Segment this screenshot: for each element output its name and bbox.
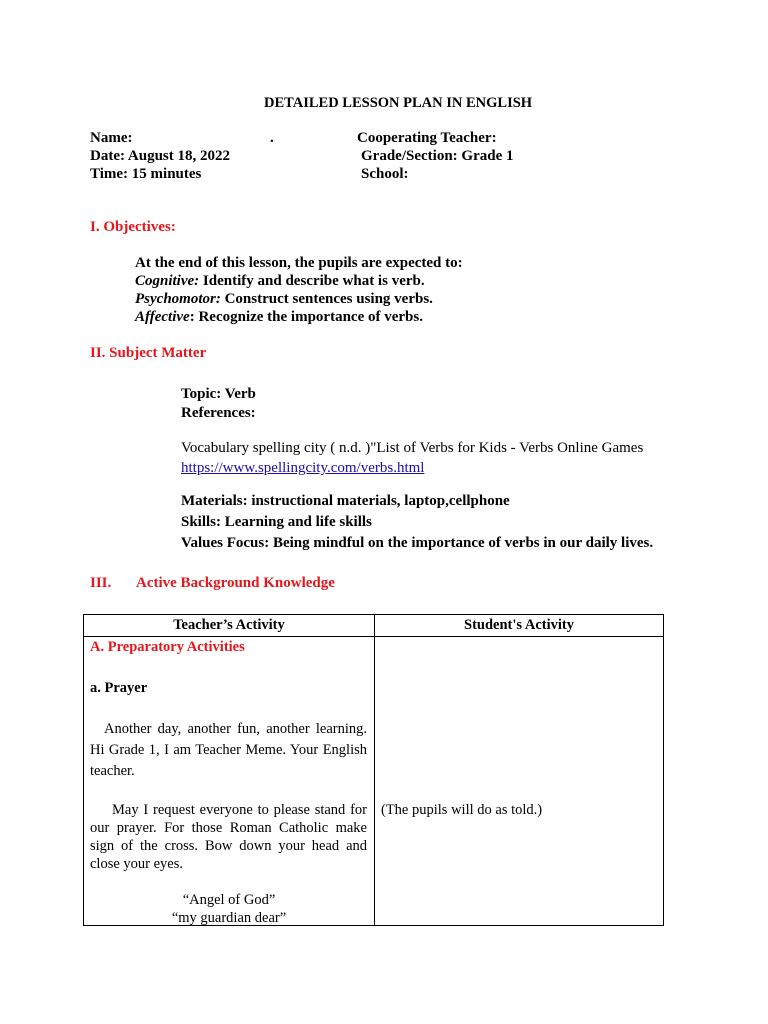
materials-label: Materials: instructional materials, laptop,cellphone bbox=[181, 493, 510, 509]
name-label: Name: bbox=[90, 130, 133, 146]
preparatory-activities-heading: A. Preparatory Activities bbox=[90, 639, 245, 655]
objective-psychomotor: Psychomotor: Construct sentences using verbs. bbox=[135, 291, 433, 307]
cooperating-teacher-label: Cooperating Teacher: bbox=[357, 130, 497, 146]
header-divider bbox=[84, 636, 663, 637]
activity-table bbox=[83, 614, 664, 926]
objective-affective: Affective: Recognize the importance of verbs. bbox=[135, 309, 423, 325]
name-dot: . bbox=[270, 130, 274, 146]
skills-label: Skills: Learning and life skills bbox=[181, 514, 372, 530]
reference-link[interactable]: https://www.spellingcity.com/verbs.html bbox=[181, 460, 425, 476]
subject-matter-heading: II. Subject Matter bbox=[90, 345, 207, 361]
objectives-heading: I. Objectives: bbox=[90, 219, 176, 235]
references-label: References: bbox=[181, 405, 256, 421]
reference-citation: Vocabulary spelling city ( n.d. )"List of Verbs for Kids - Verbs Online Games bbox=[181, 440, 644, 456]
document-title: DETAILED LESSON PLAN IN ENGLISH bbox=[264, 95, 533, 111]
prayer-line-2: “my guardian dear” bbox=[171, 910, 287, 926]
time-label: Time: 15 minutes bbox=[90, 166, 202, 182]
grade-section-label: Grade/Section: Grade 1 bbox=[361, 148, 514, 164]
objective-cognitive: Cognitive: Identify and describe what is verb. bbox=[135, 273, 425, 289]
teacher-activity-header: Teacher’s Activity bbox=[173, 617, 285, 633]
section-three-number: III. bbox=[90, 575, 112, 591]
topic-label: Topic: Verb bbox=[181, 386, 256, 402]
date-label: Date: August 18, 2022 bbox=[90, 148, 231, 164]
objectives-intro: At the end of this lesson, the pupils are expected to: bbox=[135, 255, 463, 271]
active-background-heading: Active Background Knowledge bbox=[136, 575, 335, 591]
teacher-greeting: Another day, another fun, another learning. Hi Grade 1, I am Teacher Meme. Your English teacher. bbox=[90, 721, 367, 779]
student-response: (The pupils will do as told.) bbox=[381, 802, 543, 818]
teacher-prayer-instruction: May I request everyone to please stand for our prayer. For those Roman Catholic make sign of the cross. Bow down your head and close your eyes. bbox=[90, 802, 367, 872]
values-focus-label: Values Focus: Being mindful on the importance of verbs in our daily lives. bbox=[181, 535, 654, 551]
student-activity-header: Student's Activity bbox=[464, 617, 574, 633]
prayer-line-1: “Angel of God” bbox=[182, 892, 276, 908]
prayer-heading: a. Prayer bbox=[90, 680, 148, 696]
school-label: School: bbox=[361, 166, 409, 182]
column-divider bbox=[374, 615, 375, 925]
